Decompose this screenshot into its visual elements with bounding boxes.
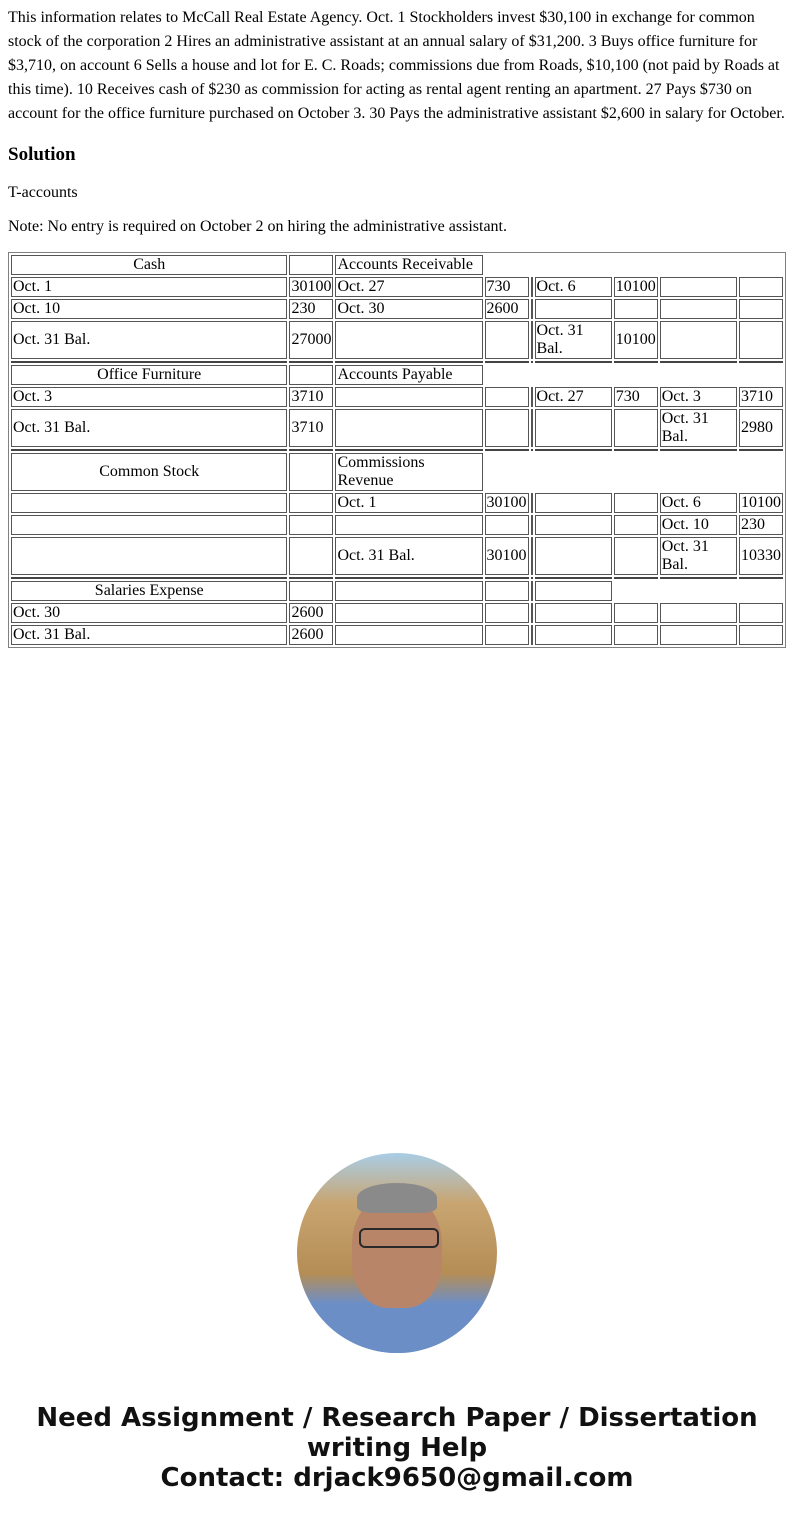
table-row: [11, 493, 783, 513]
table-cell: [289, 365, 333, 385]
author-photo: [297, 1153, 497, 1353]
account-header-row: [11, 581, 783, 601]
table-cell: [11, 537, 287, 575]
separator-cell: [660, 577, 737, 579]
table-cell: [335, 387, 482, 407]
table-row: [11, 603, 783, 623]
separator-cell: [289, 449, 333, 451]
table-cell: [739, 625, 783, 645]
t-accounts-table: [8, 252, 786, 648]
table-cell: 730: [614, 387, 658, 407]
table-cell: [614, 625, 658, 645]
table-cell: Oct. 31 Bal.: [335, 537, 482, 575]
table-cell: Oct. 10: [660, 515, 737, 535]
table-row: [11, 625, 783, 645]
table-cell: [289, 493, 333, 513]
table-row: [11, 277, 783, 297]
separator-cell: [739, 577, 783, 579]
table-cell: [485, 515, 529, 535]
table-cell: Oct. 27: [535, 387, 612, 407]
table-cell: [485, 387, 529, 407]
table-cell: [531, 493, 533, 513]
table-cell: 10100: [614, 321, 658, 359]
table-cell: [535, 581, 612, 601]
table-cell: 10100: [739, 493, 783, 513]
table-cell: [289, 537, 333, 575]
table-cell: Oct. 31 Bal.: [11, 625, 287, 645]
account-header-row: [11, 453, 783, 491]
table-cell: Oct. 1: [335, 493, 482, 513]
table-cell: [531, 409, 533, 447]
table-cell: [660, 321, 737, 359]
separator-cell: [535, 577, 612, 579]
separator-cell: [335, 577, 482, 579]
table-cell: [739, 277, 783, 297]
separator-cell: [11, 577, 287, 579]
table-cell: Oct. 31 Bal.: [660, 409, 737, 447]
separator-cell: [485, 577, 529, 579]
separator-cell: [660, 449, 737, 451]
separator-cell: [614, 361, 658, 363]
table-cell: 2600: [485, 299, 529, 319]
table-cell: [535, 515, 612, 535]
table-cell: [739, 299, 783, 319]
table-cell: [531, 603, 533, 623]
table-cell: Oct. 30: [11, 603, 287, 623]
table-cell: [11, 515, 287, 535]
table-row: [11, 299, 783, 319]
table-row: [11, 321, 783, 359]
table-cell: [614, 515, 658, 535]
table-cell: [614, 493, 658, 513]
separator-cell: [485, 361, 529, 363]
table-cell: [289, 255, 333, 275]
separator-cell: [614, 577, 658, 579]
separator-cell: [535, 361, 612, 363]
table-cell: 10100: [615, 278, 656, 295]
table-cell: 30100: [291, 278, 332, 295]
table-cell: [739, 603, 783, 623]
table-cell: [485, 625, 529, 645]
table-cell: [535, 603, 612, 623]
note: Note: No entry is required on October 2 on hiring the administrative assistant.: [8, 218, 507, 235]
separator-row: [11, 361, 783, 363]
table-cell: [335, 321, 482, 359]
solution-heading: Solution: [8, 144, 76, 165]
table-cell: [531, 581, 533, 601]
promo-line-1: Need Assignment / Research Paper / Dissertation: [36, 1403, 758, 1433]
table-cell: Oct. 1: [11, 277, 287, 297]
table-cell: [485, 603, 529, 623]
table-cell: [660, 299, 737, 319]
account-title: Cash: [11, 255, 287, 275]
table-cell: Oct. 6: [660, 493, 737, 513]
separator-cell: [11, 361, 287, 363]
table-cell: [289, 453, 333, 491]
table-cell: [289, 581, 333, 601]
separator-row: [11, 449, 783, 451]
table-cell: [535, 537, 612, 575]
table-cell: 27000: [289, 321, 333, 359]
table-cell: 3710: [739, 387, 783, 407]
separator-cell: [335, 449, 482, 451]
promo-line-3: Contact: drjack9650@gmail.com: [160, 1463, 634, 1493]
table-row: [11, 515, 783, 535]
account-title: Common Stock: [11, 453, 287, 491]
table-cell: [531, 515, 533, 535]
table-cell: [531, 625, 533, 645]
separator-cell: [739, 361, 783, 363]
table-cell: [485, 409, 529, 447]
table-cell: 230: [739, 515, 783, 535]
table-cell: [485, 581, 529, 601]
table-cell: 730: [485, 277, 529, 297]
separator-cell: [531, 577, 533, 579]
table-cell: [11, 493, 287, 513]
table-cell: [535, 409, 612, 447]
table-cell: [335, 625, 482, 645]
account-title: Accounts Receivable: [335, 255, 482, 275]
table-cell: 2600: [289, 625, 333, 645]
document: [8, 0, 786, 648]
table-cell: [614, 409, 658, 447]
table-cell: 2980: [739, 409, 783, 447]
separator-cell: [11, 449, 287, 451]
table-cell: 2600: [289, 603, 333, 623]
table-cell: [531, 387, 533, 407]
account-header-row: [11, 365, 783, 385]
separator-cell: [535, 449, 612, 451]
table-cell: 3710: [289, 387, 333, 407]
table-cell: 30100: [486, 494, 527, 511]
table-cell: [614, 537, 658, 575]
table-cell: [335, 603, 482, 623]
separator-cell: [485, 449, 529, 451]
table-cell: Oct. 31 Bal.: [11, 321, 287, 359]
separator-cell: [739, 449, 783, 451]
account-title: Accounts Payable: [335, 365, 482, 385]
account-title: Salaries Expense: [11, 581, 287, 601]
table-cell: Oct. 6: [535, 277, 612, 297]
table-cell: Oct. 31 Bal.: [535, 321, 612, 359]
table-cell: 10330: [739, 537, 783, 575]
separator-cell: [335, 361, 482, 363]
table-cell: Oct. 3: [660, 387, 737, 407]
account-title: [335, 581, 482, 601]
table-cell: [535, 493, 612, 513]
table-cell: [531, 537, 533, 575]
table-cell: [660, 277, 737, 297]
table-cell: [614, 299, 658, 319]
table-cell: 230: [289, 299, 333, 319]
account-title: Office Furniture: [11, 365, 287, 385]
promo-banner: [0, 1403, 794, 1493]
table-cell: Oct. 3: [11, 387, 287, 407]
table-cell: [335, 409, 482, 447]
account-title: Commissions Revenue: [335, 453, 482, 491]
promo-line-2: writing Help: [306, 1433, 488, 1463]
table-cell: Oct. 30: [335, 299, 482, 319]
separator-cell: [289, 361, 333, 363]
table-cell: [531, 321, 533, 359]
table-cell: [535, 625, 612, 645]
table-cell: 3710: [289, 409, 333, 447]
separator-cell: [531, 361, 533, 363]
separator-cell: [289, 577, 333, 579]
table-row: [11, 387, 783, 407]
table-cell: Oct. 31 Bal.: [11, 409, 287, 447]
table-cell: [660, 625, 737, 645]
account-header-row: [11, 255, 783, 275]
table-cell: [289, 515, 333, 535]
table-row: [11, 409, 783, 447]
separator-row: [11, 577, 783, 579]
table-cell: [660, 603, 737, 623]
table-cell: Oct. 27: [335, 277, 482, 297]
table-cell: [531, 277, 533, 297]
table-cell: [739, 321, 783, 359]
table-cell: [485, 321, 529, 359]
problem-statement: This information relates to McCall Real Estate Agency. Oct. 1 Stockholders invest $30,100 in exchange for common stock of the corporation 2 Hires an administrative assistant at an annual salary of $31,200. 3 Buys office furniture for $3,710, on account 6 Sells a house and lot for E. C. Roads; commissions due from Roads, $10,100 (not paid by Roads at this time). 10 Receives cash of $230 as commission for acting as rental agent renting an apartment. 27 Pays $730 on account for the office furniture purchased on October 3. 30 Pays the administrative assistant $2,600 in salary for October.: [8, 9, 785, 122]
table-cell: 30100: [485, 537, 529, 575]
separator-cell: [660, 361, 737, 363]
table-row: [11, 537, 783, 575]
table-cell: Oct. 10: [11, 299, 287, 319]
table-cell: [531, 299, 533, 319]
table-cell: [614, 603, 658, 623]
separator-cell: [531, 449, 533, 451]
t-accounts-label: T-accounts: [8, 184, 78, 201]
table-cell: Oct. 31 Bal.: [660, 537, 737, 575]
separator-cell: [614, 449, 658, 451]
table-cell: [335, 515, 482, 535]
table-cell: [535, 299, 612, 319]
